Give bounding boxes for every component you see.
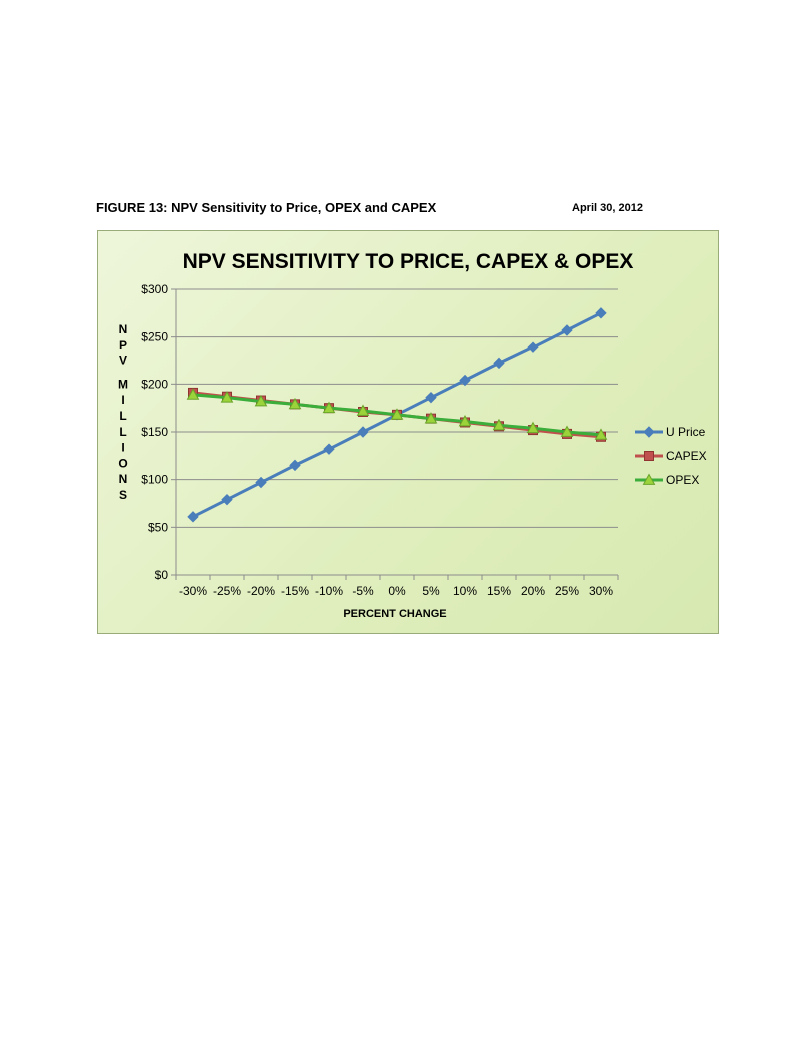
y-tick-label: $150 [141,425,168,439]
data-point [426,393,436,403]
y-label-letter: S [118,488,128,502]
y-label-letter: V [118,353,128,368]
legend-entry [635,449,707,463]
data-point [222,495,232,505]
x-tick-label: -30% [178,584,208,598]
x-tick-label: -25% [212,584,242,598]
y-tick-label: $100 [141,472,168,487]
x-tick-label: 5% [422,584,440,598]
y-tick-label: $50 [147,520,168,535]
y-tick-labels [141,282,168,582]
data-point [290,460,300,470]
y-label-letter: M [118,377,128,392]
data-point [596,308,606,318]
y-axis-label [118,322,128,502]
y-label-letter: I [121,393,125,408]
data-point [358,427,368,437]
y-tick-label: $0 [154,568,168,582]
figure-caption: FIGURE 13: NPV Sensitivity to Price, OPEX and CAPEX [96,200,437,215]
legend-marker [645,452,654,461]
x-tick-label: 20% [520,584,546,598]
y-label-letter: N [118,322,128,336]
y-label-letter: P [118,337,128,352]
y-label-letter: L [119,424,127,439]
legend-entry [635,473,699,487]
x-tick-label: 0% [388,584,406,598]
chart-title: NPV SENSITIVITY TO PRICE, CAPEX & OPEX [182,250,634,273]
y-label-letter: I [121,440,125,455]
y-tick-label: $250 [141,329,168,344]
y-label-letter: N [118,472,128,487]
data-point [256,478,266,488]
y-tick-label: $300 [141,282,168,296]
data-point [528,342,538,352]
legend [635,425,707,487]
series-group [188,308,607,522]
npv-sensitivity-chart [98,231,718,633]
x-tick-label: -10% [314,584,344,598]
y-tick-label: $200 [141,377,168,392]
y-label-letter: L [119,409,127,423]
legend-label: U Price [666,425,706,439]
data-point [324,444,334,454]
x-tick-labels [176,575,618,598]
figure-date: April 30, 2012 [572,202,643,214]
x-tick-label: 30% [588,584,614,598]
legend-label: OPEX [666,473,700,487]
x-tick-label: 25% [554,584,580,598]
data-point [562,325,572,335]
x-axis-label: PERCENT CHANGE [343,608,447,620]
x-tick-label: -5% [352,584,374,598]
y-label-letter: O [118,456,128,471]
legend-label: CAPEX [666,449,707,463]
x-tick-label: -20% [246,584,276,598]
x-tick-label: 15% [486,584,512,598]
x-tick-label: 10% [452,584,478,598]
chart-container [97,230,719,634]
data-point [188,512,198,522]
legend-entry [635,425,706,439]
legend-marker [644,427,654,437]
data-point [494,358,504,368]
x-tick-label: -15% [280,584,310,598]
